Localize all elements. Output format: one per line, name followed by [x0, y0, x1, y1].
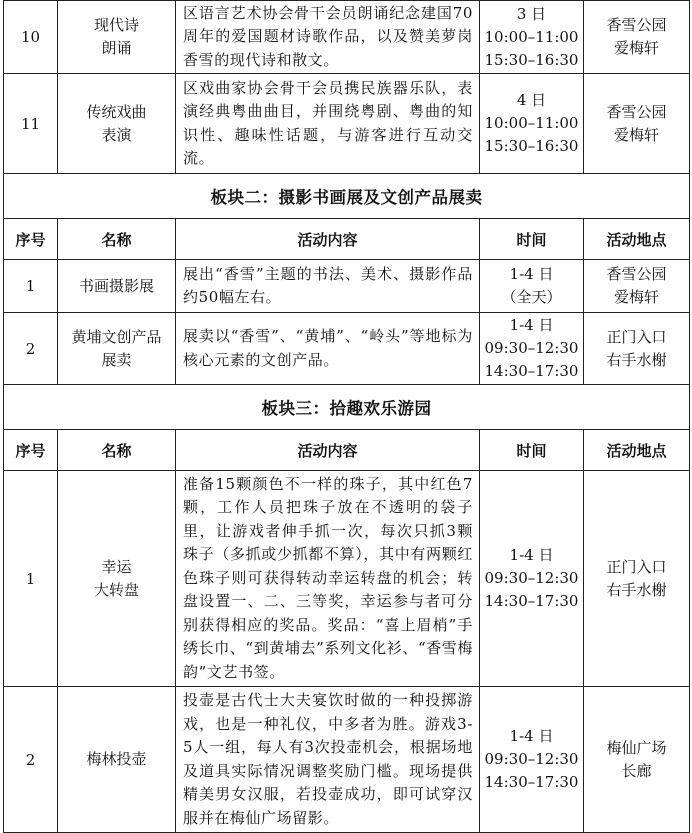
activity-place: 香雪公园 爱梅轩 — [584, 1, 690, 74]
activity-name: 梅林投壶 — [58, 687, 176, 833]
header-name: 名称 — [58, 219, 176, 260]
activity-place: 正门入口 右手水榭 — [584, 313, 690, 385]
table-row — [4, 260, 690, 313]
header-content: 活动内容 — [176, 430, 480, 471]
activity-place: 正门入口 右手水榭 — [584, 471, 690, 687]
table-header-row — [4, 219, 690, 260]
activity-time: 1-4 日 09:30–12:30 14:30–17:30 — [480, 687, 584, 833]
table-row — [4, 687, 690, 833]
section-title: 板块二：摄影书画展及文创产品展卖 — [4, 174, 690, 219]
header-time: 时间 — [480, 219, 584, 260]
table-row — [4, 313, 690, 385]
header-name: 名称 — [58, 430, 176, 471]
activity-content: 区语言艺术协会骨干会员朗诵纪念建国70周年的爱国题材诗歌作品，以及赞美萝岗香雪的现代诗和散文。 — [176, 1, 480, 74]
header-time: 时间 — [480, 430, 584, 471]
activity-schedule-table — [3, 0, 690, 833]
row-number: 11 — [4, 74, 58, 174]
table-row — [4, 74, 690, 174]
activity-name: 传统戏曲 表演 — [58, 74, 176, 174]
activity-time: 1-4 日 09:30–12:30 14:30–17:30 — [480, 313, 584, 385]
table-row — [4, 1, 690, 74]
activity-name: 幸运 大转盘 — [58, 471, 176, 687]
activity-place: 香雪公园 爱梅轩 — [584, 260, 690, 313]
header-place: 活动地点 — [584, 219, 690, 260]
row-number: 2 — [4, 687, 58, 833]
activity-name: 书画摄影展 — [58, 260, 176, 313]
activity-place: 香雪公园 爱梅轩 — [584, 74, 690, 174]
section-title-row — [4, 174, 690, 219]
header-num: 序号 — [4, 219, 58, 260]
row-number: 1 — [4, 471, 58, 687]
activity-name: 现代诗 朗诵 — [58, 1, 176, 74]
activity-content: 准备15颗颜色不一样的珠子，其中红色7颗，工作人员把珠子放在不透明的袋子里，让游戏者伸手抓一次，每次只抓3颗珠子（多抓或少抓都不算），其中有两颗红色珠子则可获得转动幸运转盘的机会；转盘设置一、二、三等奖，幸运参与者可分别获得相应的奖品。奖品：“喜上眉梢”手绣长巾、“到黄埔去”系列文化衫、“香雪梅韵”文艺书签。 — [176, 471, 480, 687]
activity-time: 1-4 日 09:30–12:30 14:30–17:30 — [480, 471, 584, 687]
activity-time: 1-4 日 （全天） — [480, 260, 584, 313]
section-title: 板块三：拾趣欢乐游园 — [4, 385, 690, 430]
row-number: 10 — [4, 1, 58, 74]
row-number: 1 — [4, 260, 58, 313]
activity-content: 展卖以“香雪”、“黄埔”、“岭头”等地标为核心元素的文创产品。 — [176, 313, 480, 385]
table-row — [4, 471, 690, 687]
section-title-row — [4, 385, 690, 430]
activity-place: 梅仙广场 长廊 — [584, 687, 690, 833]
header-content: 活动内容 — [176, 219, 480, 260]
row-number: 2 — [4, 313, 58, 385]
activity-time: 4 日 10:00–11:00 15:30–16:30 — [480, 74, 584, 174]
activity-content: 展出“香雪”主题的书法、美术、摄影作品约50幅左右。 — [176, 260, 480, 313]
activity-content: 区戏曲家协会骨干会员携民族器乐队，表演经典粤曲曲目，并围绕粤剧、粤曲的知识性、趣味性话题，与游客进行互动交流。 — [176, 74, 480, 174]
table-header-row — [4, 430, 690, 471]
activity-content: 投壶是古代士大夫宴饮时做的一种投掷游戏，也是一种礼仪，中多者为胜。游戏3-5人一组，每人有3次投壶机会，根据场地及道具实际情况调整奖励门槛。现场提供精美男女汉服，若投壶成功，即可试穿汉服并在梅仙广场留影。 — [176, 687, 480, 833]
activity-name: 黄埔文创产品 展卖 — [58, 313, 176, 385]
activity-time: 3 日 10:00–11:00 15:30–16:30 — [480, 1, 584, 74]
header-num: 序号 — [4, 430, 58, 471]
header-place: 活动地点 — [584, 430, 690, 471]
